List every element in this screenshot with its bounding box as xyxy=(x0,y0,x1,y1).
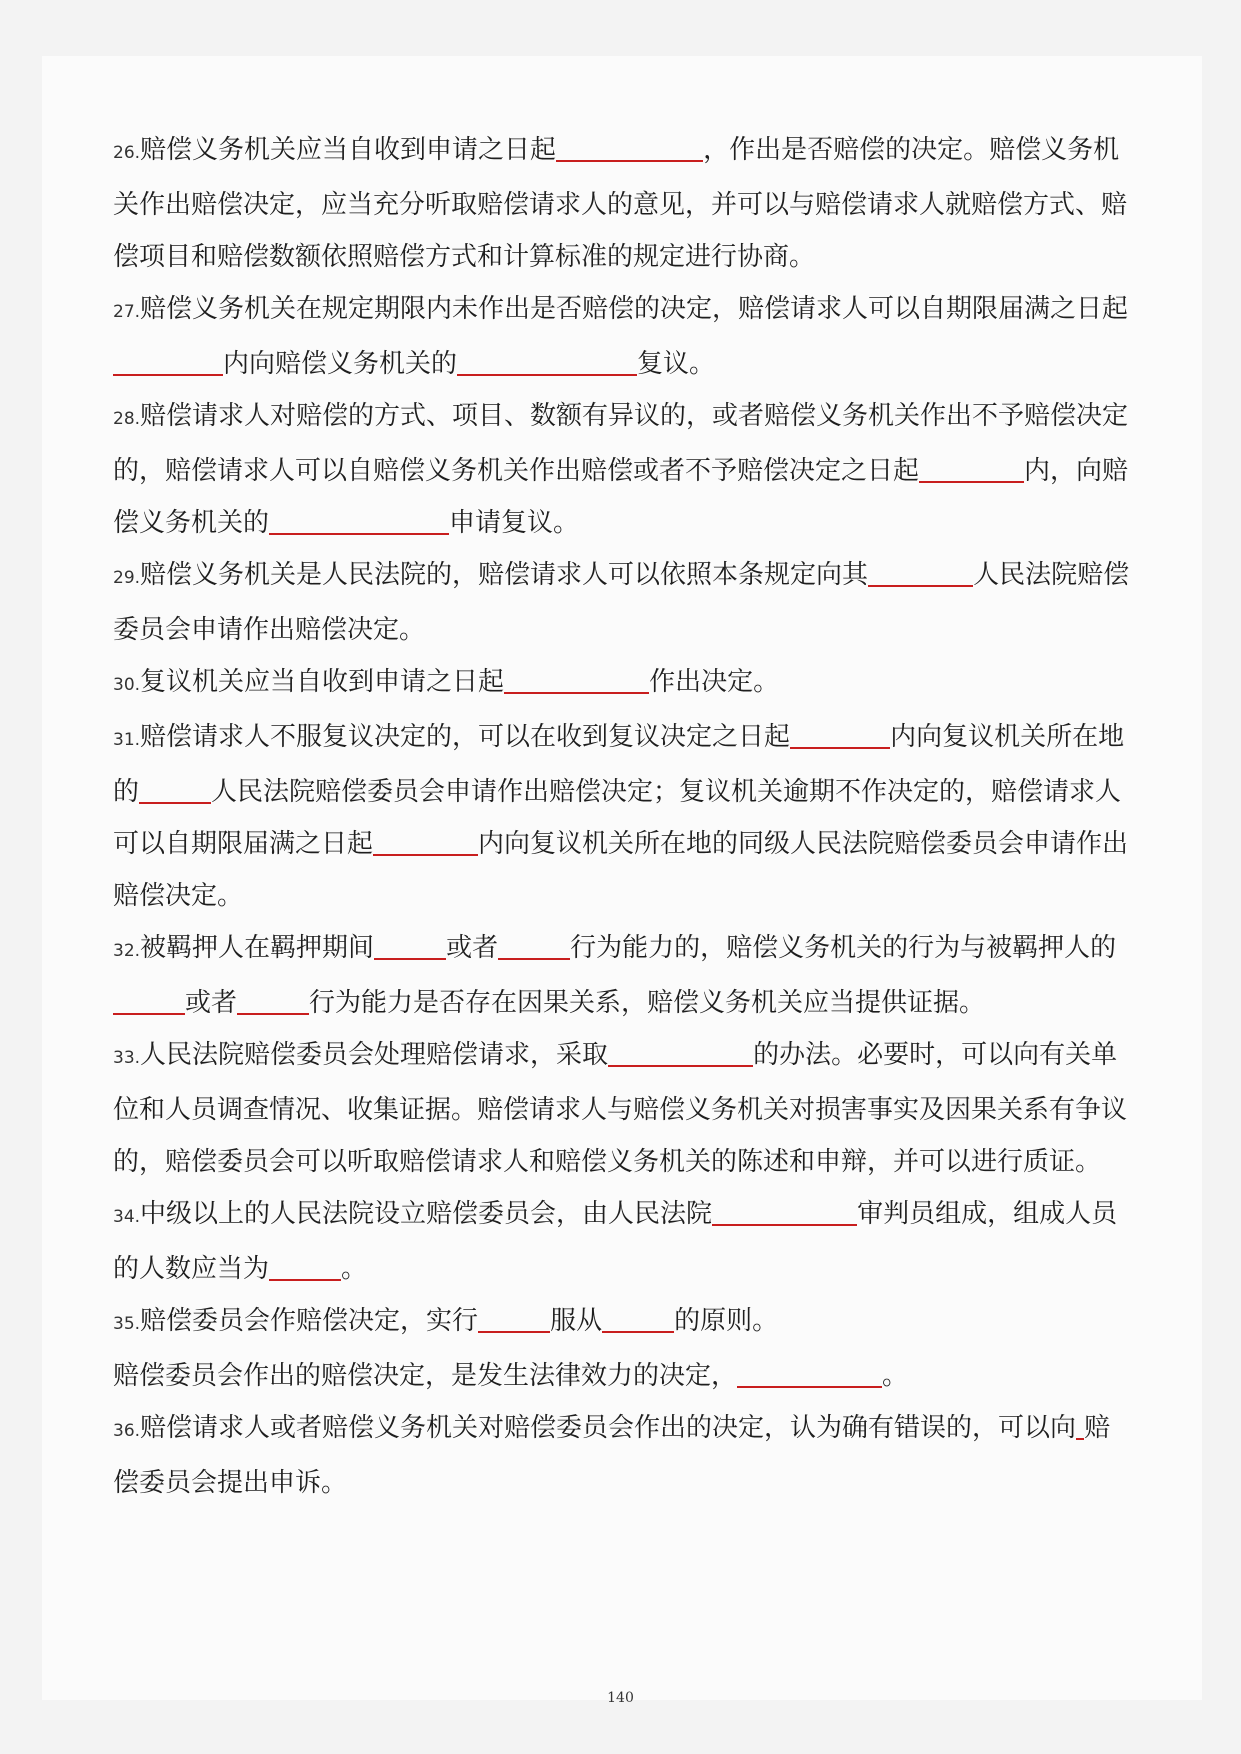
question-list xyxy=(113,124,1135,1509)
question-text: 申请复议。 xyxy=(449,508,580,538)
answer-blank[interactable] xyxy=(556,134,703,162)
question-text: 被羁押人在羁押期间 xyxy=(140,933,375,963)
question-text: 。 xyxy=(341,1254,368,1284)
question-number: 30. xyxy=(113,675,141,695)
question-text: 内向复议机关所在地的 xyxy=(113,722,1125,807)
question-35 xyxy=(113,1295,1135,1350)
question-34 xyxy=(113,1188,1135,1295)
question-text: 的原则。 xyxy=(674,1306,779,1336)
question-text: 的办法。必要时，可以向有关单位和人员调查情况、收集证据。赔偿请求人与赔偿义务机关对损害事实及因果关系有争议的，赔偿委员会可以听取赔偿请求人和赔偿义务机关的陈述和申辩，并可以进行质证。 xyxy=(113,1040,1128,1177)
question-number: 34. xyxy=(113,1207,141,1227)
answer-blank[interactable] xyxy=(113,987,185,1015)
answer-blank[interactable] xyxy=(139,776,211,804)
answer-blank[interactable] xyxy=(602,1305,674,1333)
question-28 xyxy=(113,390,1135,549)
question-number: 26. xyxy=(113,143,141,163)
answer-blank[interactable] xyxy=(373,828,478,856)
question-text: 赔偿委员会作赔偿决定，实行 xyxy=(140,1306,479,1336)
answer-blank[interactable] xyxy=(1076,1412,1084,1440)
question-text: ，作出是否赔偿的决定。赔偿义务机关作出赔偿决定，应当充分听取赔偿请求人的意见，并可以与赔偿请求人就赔偿方式、赔偿项目和赔偿数额依照赔偿方式和计算标准的规定进行协商。 xyxy=(113,135,1128,272)
question-text: 作出决定。 xyxy=(649,667,780,697)
answer-blank[interactable] xyxy=(374,932,446,960)
question-29 xyxy=(113,549,1135,656)
question-number: 32. xyxy=(113,941,141,961)
page-number: 140 xyxy=(607,1690,634,1706)
answer-blank[interactable] xyxy=(919,455,1024,483)
answer-blank[interactable] xyxy=(868,559,973,587)
answer-blank[interactable] xyxy=(113,348,223,376)
question-text: 赔偿请求人对赔偿的方式、项目、数额有异议的，或者赔偿义务机关作出不予赔偿决定的，赔偿请求人可以自赔偿义务机关作出赔偿或者不予赔偿决定之日起 xyxy=(113,401,1129,486)
question-text: 。 xyxy=(882,1361,909,1391)
answer-blank[interactable] xyxy=(478,1305,550,1333)
question-text: 赔偿义务机关在规定期限内未作出是否赔偿的决定，赔偿请求人可以自期限届满之日起 xyxy=(140,294,1129,324)
question-number: 36. xyxy=(113,1421,141,1441)
question-32 xyxy=(113,922,1135,1029)
question-text: 内，向赔偿义务机关的 xyxy=(113,456,1129,538)
question-33 xyxy=(113,1029,1135,1188)
question-text: 赔偿请求人或者赔偿义务机关对赔偿委员会作出的决定，认为确有错误的，可以向 xyxy=(140,1413,1077,1443)
question-text: 内向赔偿义务机关的 xyxy=(223,349,458,379)
answer-blank[interactable] xyxy=(504,666,649,694)
answer-blank[interactable] xyxy=(457,348,637,376)
question-31 xyxy=(113,711,1135,922)
question-text: 赔偿委员会作出的赔偿决定，是发生法律效力的决定， xyxy=(113,1361,738,1391)
question-text: 中级以上的人民法院设立赔偿委员会，由人民法院 xyxy=(140,1199,713,1229)
question-text: 赔偿义务机关是人民法院的，赔偿请求人可以依照本条规定向其 xyxy=(140,560,869,590)
question-text: 或者 xyxy=(446,933,499,963)
question-number: 28. xyxy=(113,409,141,429)
question-text: 行为能力的，赔偿义务机关的行为与被羁押人的 xyxy=(570,933,1117,963)
question-text: 复议。 xyxy=(637,349,716,379)
question-number: 35. xyxy=(113,1314,141,1334)
question-text: 内向复议机关所在地的同级人民法院赔偿委员会申请作出赔偿决定。 xyxy=(113,829,1129,911)
question-text: 或者 xyxy=(185,988,238,1018)
question-number: 27. xyxy=(113,302,141,322)
question-text: 赔偿义务机关应当自收到申请之日起 xyxy=(140,135,557,165)
question-30 xyxy=(113,656,1135,711)
question-number: 33. xyxy=(113,1048,141,1068)
answer-blank[interactable] xyxy=(712,1198,857,1226)
question-text: 人民法院赔偿委员会申请作出赔偿决定；复议机关逾期不作决定的，赔偿请求人可以自期限届满之日起 xyxy=(113,777,1122,859)
question-text: 行为能力是否存在因果关系，赔偿义务机关应当提供证据。 xyxy=(309,988,986,1018)
question-text: 复议机关应当自收到申请之日起 xyxy=(140,667,505,697)
answer-blank[interactable] xyxy=(269,1253,341,1281)
question-number: 31. xyxy=(113,730,141,750)
answer-blank[interactable] xyxy=(790,721,890,749)
question-26 xyxy=(113,124,1135,283)
answer-blank[interactable] xyxy=(498,932,570,960)
question-text: 人民法院赔偿委员会申请作出赔偿决定。 xyxy=(113,560,1130,645)
answer-blank[interactable] xyxy=(269,507,449,535)
answer-blank[interactable] xyxy=(737,1360,882,1388)
question-number: 29. xyxy=(113,568,141,588)
question-27 xyxy=(113,283,1135,390)
answer-blank[interactable] xyxy=(608,1039,753,1067)
question-text: 人民法院赔偿委员会处理赔偿请求，采取 xyxy=(140,1040,609,1070)
question-36 xyxy=(113,1402,1135,1509)
answer-blank[interactable] xyxy=(237,987,309,1015)
question-text: 审判员组成，组成人员的人数应当为 xyxy=(113,1199,1118,1284)
question-text: 服从 xyxy=(550,1306,603,1336)
question-text: 赔偿委员会提出申诉。 xyxy=(113,1413,1111,1498)
question-text: 赔偿请求人不服复议决定的，可以在收到复议决定之日起 xyxy=(140,722,791,752)
question-35-continued xyxy=(113,1350,1135,1402)
